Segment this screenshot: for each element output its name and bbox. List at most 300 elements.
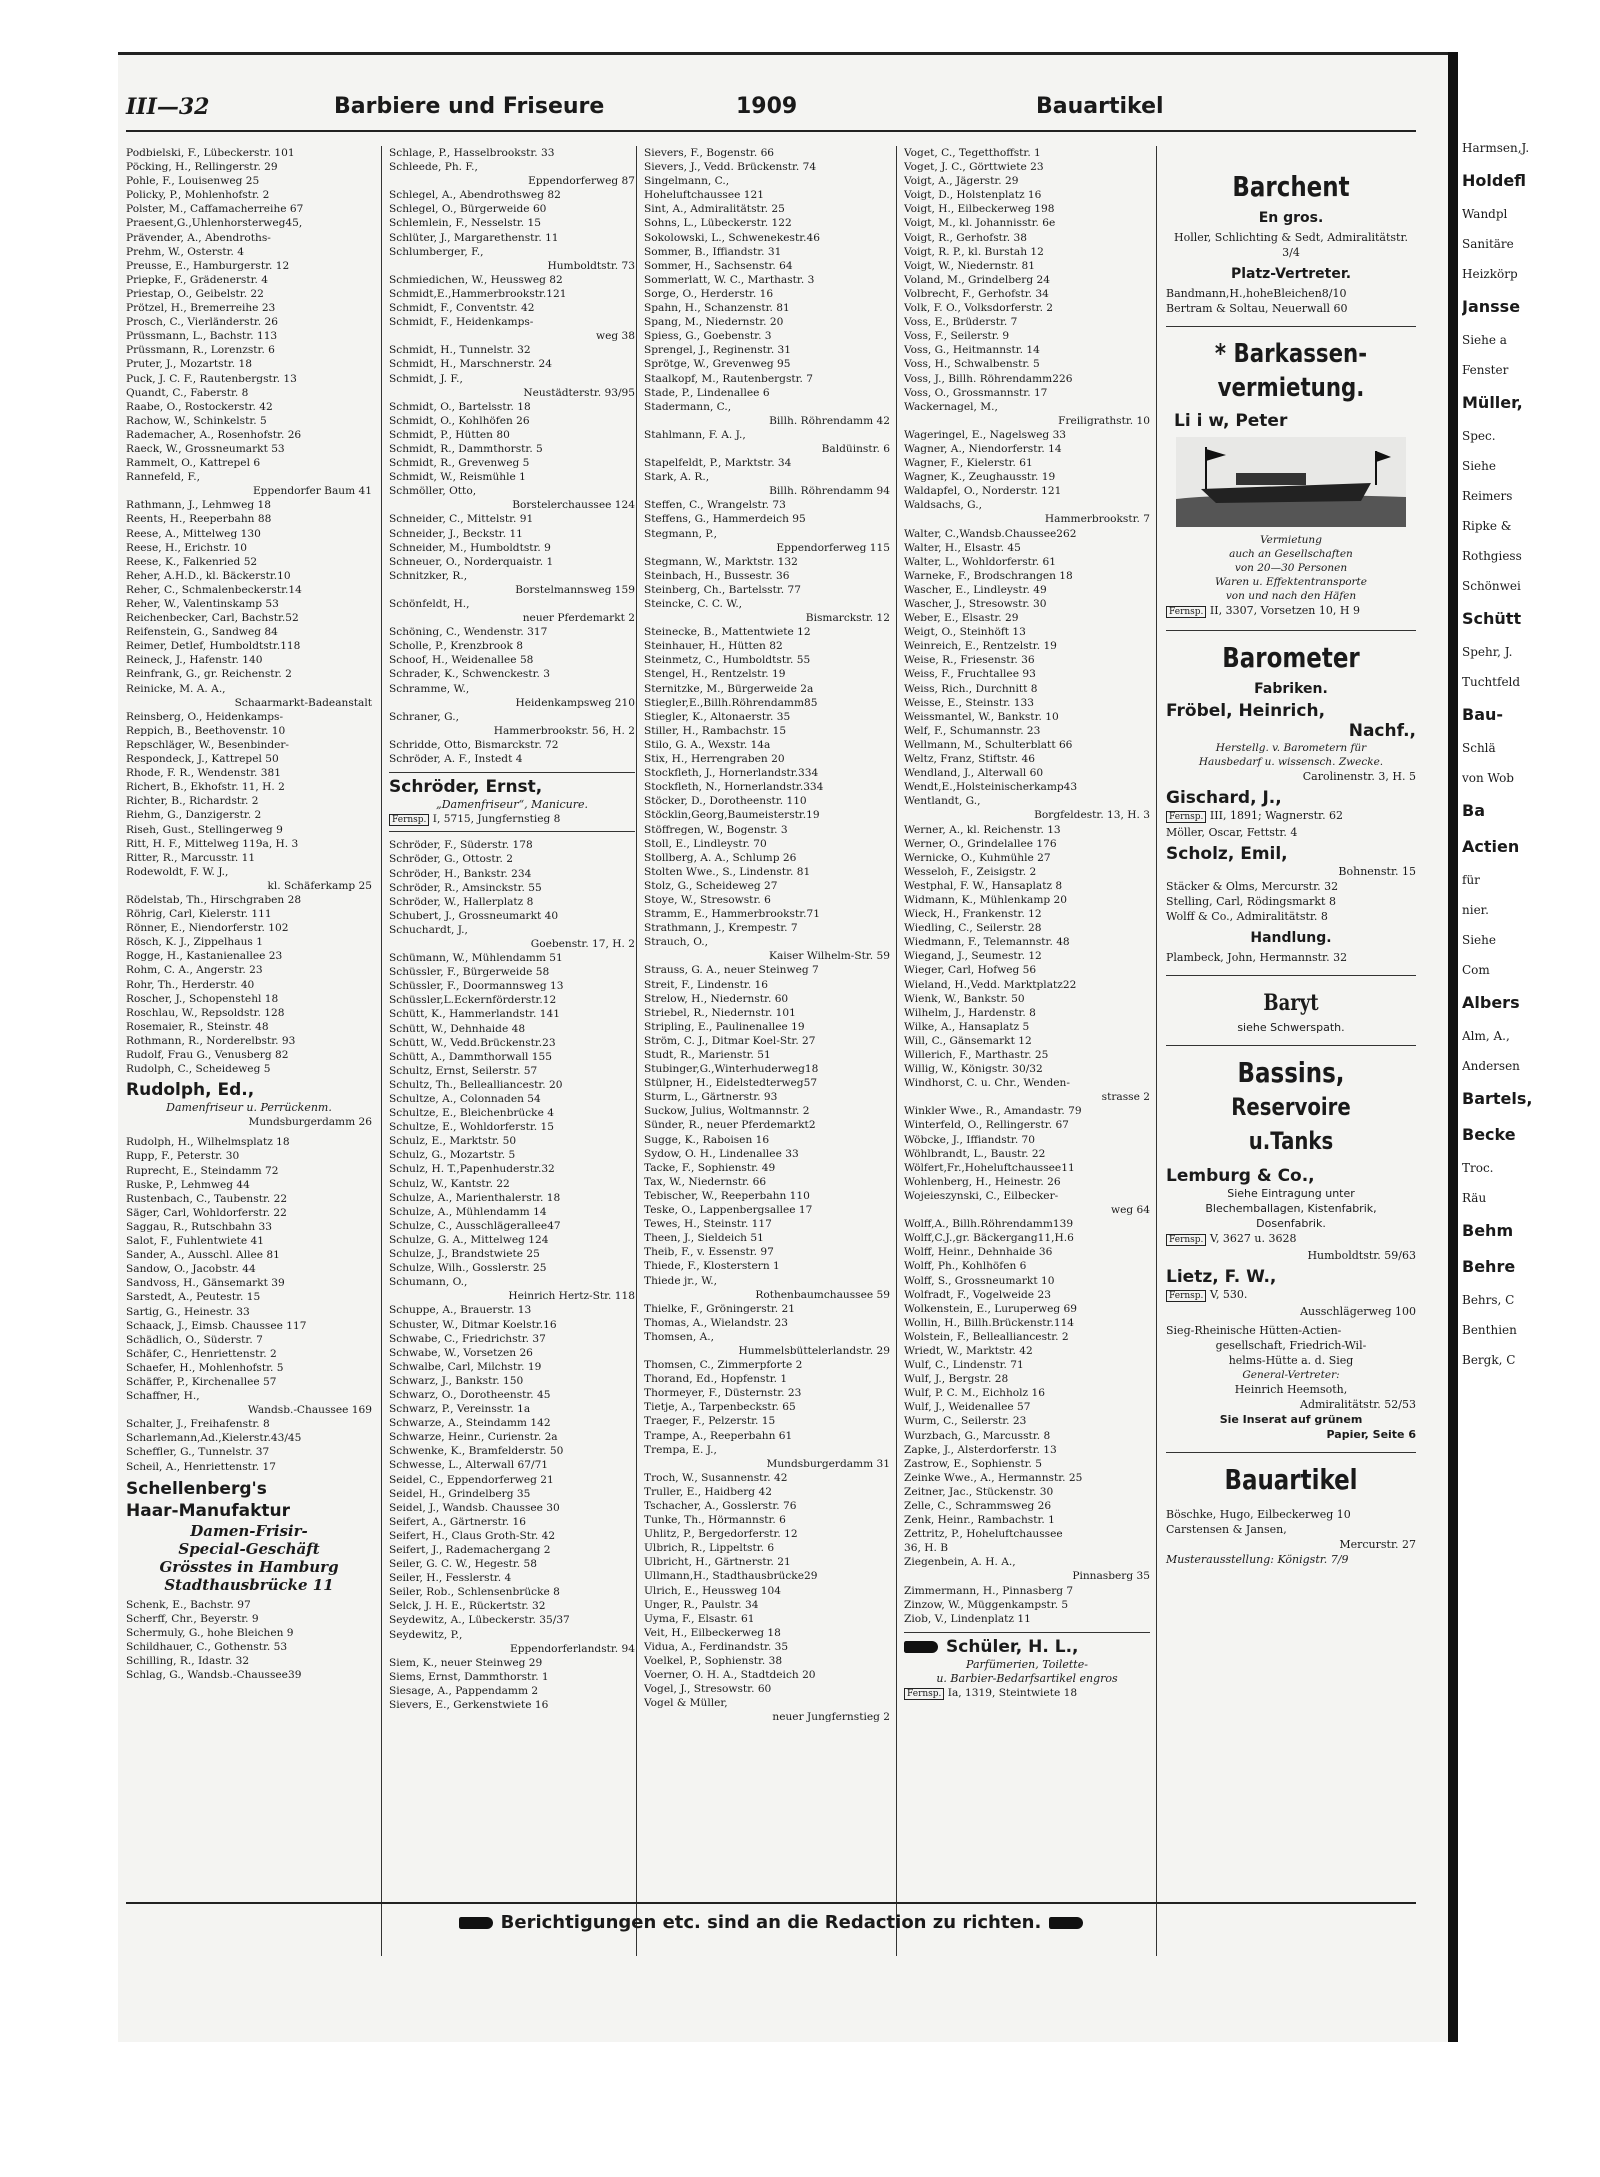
list-item: Schuppe, A., Brauerstr. 13 bbox=[389, 1304, 532, 1317]
list-item: Priestap, O., Geibelstr. 22 bbox=[126, 287, 264, 300]
list-item: Wageringel, E., Nagelsweg 33 bbox=[904, 428, 1067, 441]
list-item: Priepke, F., Grädenerstr. 4 bbox=[126, 273, 268, 286]
list-item: Tunke, Th., Hörmannstr. 6 bbox=[644, 1514, 786, 1527]
list-item: Voigt, H., Eilbeckerweg 198 bbox=[904, 203, 1055, 216]
list-item: Schlüter, J., Margarethenstr. 11 bbox=[389, 231, 559, 244]
list-item: Schüssler,L.Eckernförderstr.12 bbox=[389, 994, 557, 1007]
entries-block bbox=[126, 1135, 372, 1473]
list-item: Bartels, bbox=[1462, 1089, 1533, 1108]
column-divider bbox=[381, 146, 382, 1956]
list-item: Voss, O., Grossmannstr. 17 bbox=[904, 386, 1048, 399]
list-item: Will, C., Gänsemarkt 12 bbox=[904, 1034, 1032, 1047]
list-item: Schlage, P., Hasselbrookstr. 33 bbox=[389, 147, 555, 159]
list-item: Schmidt, J. F., bbox=[389, 372, 463, 385]
ad-barchent-line: Bertram & Soltau, Neuerwall 60 bbox=[1166, 302, 1348, 315]
list-item: Stöffregen, W., Bogenstr. 3 bbox=[644, 823, 788, 836]
list-item: Wandsb.-Chaussee 169 bbox=[247, 1404, 372, 1417]
list-item: Werner, A., kl. Reichenstr. 13 bbox=[904, 823, 1061, 836]
list-item: Thomas, A., Wielandstr. 23 bbox=[644, 1316, 789, 1329]
ad-bassins-line: General-Vertreter: bbox=[1242, 1369, 1340, 1381]
list-item: Schneider, J., Beckstr. 11 bbox=[389, 527, 523, 540]
list-item: Stade, P., Lindenallee 6 bbox=[644, 386, 770, 399]
list-item: Humboldtstr. 73 bbox=[547, 259, 635, 272]
list-item: Schmidt, O., Kohlhöfen 26 bbox=[389, 414, 530, 427]
list-item: Schraner, G., bbox=[389, 710, 459, 723]
footer-rule bbox=[126, 1902, 1416, 1904]
list-item: 36, H. B bbox=[904, 1542, 948, 1555]
list-item: Schwarz, O., Dorotheenstr. 45 bbox=[389, 1388, 551, 1401]
list-item: Schulz, G., Mozartstr. 5 bbox=[389, 1149, 516, 1162]
list-item: Voigt, D., Holstenplatz 16 bbox=[904, 189, 1042, 202]
ad-barkassen-head: vermietung. bbox=[1217, 373, 1365, 403]
list-item: Wagner, A., Niendorferstr. 14 bbox=[904, 442, 1062, 455]
list-item: Stegmann, W., Marktstr. 132 bbox=[644, 555, 798, 568]
list-item: Seidel, J., Wandsb. Chaussee 30 bbox=[389, 1501, 560, 1514]
ad-bassins-line: gesellschaft, Friedrich-Wil- bbox=[1215, 1339, 1367, 1352]
list-item: Wurzbach, G., Marcusstr. 8 bbox=[904, 1429, 1051, 1442]
list-item: Siem, K., neuer Steinweg 29 bbox=[389, 1656, 543, 1669]
list-item: Stark, A. R., bbox=[644, 471, 710, 484]
list-item: Reimer, Detlef, Humboldtstr.118 bbox=[126, 640, 301, 653]
list-item: Reifenstein, G., Sandweg 84 bbox=[126, 626, 278, 639]
list-item: Röhrig, Carl, Kielerstr. 111 bbox=[126, 908, 272, 921]
ad-barchent-text: Holler, Schlichting & Sedt, Admiralitätstr. 3/4 bbox=[1173, 231, 1408, 259]
list-item: Rohr, Th., Herderstr. 40 bbox=[126, 978, 255, 991]
list-item: Siesage, A., Pappendamm 2 bbox=[389, 1684, 539, 1697]
ad-bassins-line: Admiralitätstr. 52/53 bbox=[1300, 1398, 1416, 1411]
list-item: Winkler Wwe., R., Amandastr. 79 bbox=[904, 1105, 1082, 1118]
list-item: Schulze, G. A., Mittelweg 124 bbox=[389, 1233, 549, 1246]
list-item: Steinbach, H., Bussestr. 36 bbox=[644, 569, 790, 582]
ad-barkassen-line: von und nach den Häfen bbox=[1225, 590, 1357, 602]
list-item: Seifert, H., Claus Groth-Str. 42 bbox=[389, 1529, 556, 1542]
ad-barometer-name: Gischard, J., bbox=[1166, 788, 1282, 808]
list-item: Schuster, W., Ditmar Koelstr.16 bbox=[389, 1318, 557, 1331]
list-item: Schütt, W., Dehnhaide 48 bbox=[389, 1022, 526, 1035]
list-item: Schlegel, O., Bürgerweide 60 bbox=[389, 203, 547, 216]
list-item: Scheil, A., Henriettenstr. 17 bbox=[126, 1460, 277, 1473]
list-item: Studt, R., Marienstr. 51 bbox=[644, 1049, 771, 1061]
list-item: Wienk, W., Bankstr. 50 bbox=[904, 992, 1025, 1005]
fernsprecher-mark: Fernsp. bbox=[1166, 1234, 1206, 1246]
list-item: Schenk, E., Bachstr. 97 bbox=[126, 1598, 251, 1611]
list-item: Raeck, W., Grossneumarkt 53 bbox=[126, 442, 285, 455]
list-item: Wendt,E.,Holsteinischerkamp43 bbox=[904, 781, 1078, 794]
list-item: Eppendorferlandstr. 94 bbox=[510, 1642, 635, 1655]
list-item: Schröder, G., Ottostr. 2 bbox=[389, 853, 513, 866]
list-item: Stollberg, A. A., Schlump 26 bbox=[644, 851, 797, 864]
list-item: Schütt, K., Hammerlandstr. 141 bbox=[389, 1008, 560, 1021]
list-item: Schütt, A., Dammthorwall 155 bbox=[389, 1050, 553, 1063]
list-item: Wieland, H.,Vedd. Marktplatz22 bbox=[904, 978, 1077, 991]
list-item: Reinfrank, G., gr. Reichenstr. 2 bbox=[126, 668, 292, 681]
ad-bassins-line: V, 3627 u. 3628 bbox=[1209, 1232, 1297, 1245]
list-item: Windhorst, C. u. Chr., Wenden- bbox=[904, 1077, 1070, 1090]
list-item: Schmidt, H., Marschnerstr. 24 bbox=[389, 358, 552, 371]
list-item: Säger, Carl, Wohldorferstr. 22 bbox=[126, 1206, 287, 1219]
list-item: Rohm, C. A., Angerstr. 23 bbox=[126, 964, 263, 977]
list-item: Schulz, E., Marktstr. 50 bbox=[389, 1135, 517, 1148]
ad-schueler-line: u. Barbier-Bedarfsartikel engros bbox=[936, 1671, 1118, 1685]
ad-barchent-sub: En gros. bbox=[1258, 210, 1324, 226]
list-item: Kaiser Wilhelm-Str. 59 bbox=[769, 950, 890, 963]
ad-rudolph-line: Damenfriseur u. Perrückenm. bbox=[166, 1101, 332, 1115]
list-item: Troc. bbox=[1462, 1161, 1494, 1175]
list-item: Sandow, O., Jacobstr. 44 bbox=[126, 1263, 256, 1276]
list-item: Spahn, H., Schanzenstr. 81 bbox=[644, 302, 790, 315]
list-item: Stolten Wwe., S., Lindenstr. 81 bbox=[644, 865, 811, 878]
list-item: Wagner, K., Zeughausstr. 19 bbox=[904, 471, 1056, 484]
list-item: Voigt, R. P., kl. Burstah 12 bbox=[904, 245, 1044, 258]
list-item: Troch, W., Susannenstr. 42 bbox=[644, 1471, 788, 1484]
list-item: Riehm, G., Danzigerstr. 2 bbox=[126, 809, 262, 822]
list-item: Seidel, H., Grindelberg 35 bbox=[389, 1487, 531, 1500]
list-item: Zapke, J., Alsterdorferstr. 13 bbox=[904, 1443, 1057, 1456]
ad-bassins-line: helms-Hütte a. d. Sieg bbox=[1228, 1354, 1354, 1367]
entries-block bbox=[126, 1598, 372, 1683]
list-item: Sommer, H., Sachsenstr. 64 bbox=[644, 259, 793, 272]
ad-rudolph-name: Rudolph, Ed., bbox=[126, 1080, 255, 1101]
list-item: Hummelsbüttelerlandstr. 29 bbox=[738, 1344, 890, 1357]
ad-schueler-address: Ia, 1319, Steintwiete 18 bbox=[947, 1687, 1078, 1700]
list-item: Alm, A., bbox=[1462, 1029, 1510, 1043]
list-item: Pöcking, H., Rellingerstr. 29 bbox=[126, 161, 278, 174]
list-item: Spec. bbox=[1462, 429, 1496, 443]
list-item: Saggau, R., Rutschbahn 33 bbox=[126, 1220, 272, 1233]
list-item: Weltz, Franz, Stiftstr. 46 bbox=[904, 753, 1036, 766]
list-item: Werner, O., Grindelallee 176 bbox=[904, 837, 1057, 850]
list-item: Ulbrich, R., Lippeltstr. 6 bbox=[644, 1542, 775, 1555]
list-item: Policky, P., Mohlenhofstr. 2 bbox=[126, 189, 270, 202]
list-item: Ruske, P., Lehmweg 44 bbox=[126, 1178, 250, 1191]
list-item: Zeinke Wwe., A., Hermannstr. 25 bbox=[904, 1471, 1083, 1484]
steamboat-illustration bbox=[1176, 437, 1406, 527]
ad-barkassen-name: Li i w, Peter bbox=[1174, 411, 1288, 431]
list-item: Reinicke, M. A. A., bbox=[126, 682, 226, 695]
list-item: Schramme, W., bbox=[389, 682, 470, 695]
list-item: Heizkörp bbox=[1462, 267, 1518, 281]
list-item: Heinrich Hertz-Str. 118 bbox=[508, 1290, 635, 1303]
list-item: von Wob bbox=[1462, 771, 1514, 785]
list-item: Stoll, E., Lindleystr. 70 bbox=[644, 837, 767, 850]
list-item: Behrs, C bbox=[1462, 1293, 1515, 1307]
list-item: Schütt, W., Vedd.Brückenstr.23 bbox=[389, 1036, 556, 1049]
list-item: Strauss, G. A., neuer Steinweg 7 bbox=[644, 964, 819, 977]
ad-bassins-line: Heinrich Heemsoth, bbox=[1234, 1383, 1348, 1396]
list-item: Repschläger, W., Besenbinder- bbox=[126, 738, 290, 751]
list-item: Theen, J., Sieldeich 51 bbox=[644, 1232, 764, 1245]
list-item: Walter, C.,Wandsb.Chaussee262 bbox=[904, 527, 1077, 540]
list-item: Rachow, W., Schinkelstr. 5 bbox=[126, 414, 267, 427]
list-item: Rhode, F. R., Wendenstr. 381 bbox=[126, 767, 282, 780]
list-item: Willig, W., Königstr. 30/32 bbox=[904, 1063, 1043, 1076]
category-title: Bauartikel bbox=[1036, 94, 1164, 119]
list-item: Borstelerchaussee 124 bbox=[512, 499, 635, 512]
list-item: Voss, J., Billh. Röhrendamm226 bbox=[904, 372, 1073, 385]
list-item: Voss, H., Schwalbenstr. 5 bbox=[904, 358, 1040, 371]
directory-page bbox=[126, 90, 1426, 1970]
page-number: III—32 bbox=[126, 94, 210, 120]
ad-schroeder-line: „Damenfriseur“, Manicure. bbox=[436, 798, 588, 812]
list-item: Puck, J. C. F., Rautenbergstr. 13 bbox=[126, 372, 297, 385]
list-item: Tuchtfeld bbox=[1462, 675, 1521, 689]
list-item: Schwarze, Heinr., Curienstr. 2a bbox=[389, 1431, 558, 1444]
list-item: Wolstein, F., Bellealliancestr. 2 bbox=[904, 1330, 1069, 1343]
list-item: Tewes, H., Steinstr. 117 bbox=[644, 1218, 772, 1231]
list-item: Stix, H., Herrengraben 20 bbox=[644, 753, 785, 766]
list-item: Schwenke, K., Bramfelderstr. 50 bbox=[389, 1445, 564, 1458]
list-item: Sprengel, J., Reginenstr. 31 bbox=[644, 344, 792, 357]
list-item: Podbielski, F., Lübeckerstr. 101 bbox=[126, 147, 295, 159]
ad-barkassen-head: * Barkassen- bbox=[1214, 339, 1368, 369]
list-item: Schröder, H., Bankstr. 234 bbox=[389, 867, 532, 880]
list-item: Tebischer, W., Reeperbahn 110 bbox=[644, 1189, 810, 1202]
list-item: Respondeck, J., Kattrepel 50 bbox=[126, 753, 279, 766]
ad-bassins-head: Reservoire u.Tanks bbox=[1231, 1093, 1351, 1155]
list-item: Sievers, E., Gerkenstwiete 16 bbox=[389, 1699, 549, 1712]
list-item: Rustenbach, C., Taubenstr. 22 bbox=[126, 1192, 288, 1205]
list-item: Stockfleth, J., Hornerlandstr.334 bbox=[644, 767, 819, 780]
ad-schroeder-name: Schröder, Ernst, bbox=[389, 777, 543, 798]
list-item: Wriedt, W., Marktstr. 42 bbox=[904, 1344, 1033, 1357]
list-item: Streit, F., Lindenstr. 16 bbox=[644, 978, 768, 991]
ad-bassins-head: Bassins, bbox=[1237, 1056, 1345, 1089]
ad-barometer-name: Fröbel, Heinrich, bbox=[1166, 701, 1326, 721]
list-item: Stoye, W., Stresowstr. 6 bbox=[644, 893, 771, 906]
list-item: Schubert, J., Grossneumarkt 40 bbox=[389, 909, 559, 922]
list-item: Schüssler, F., Bürgerweide 58 bbox=[389, 966, 550, 979]
list-item: Truller, E., Haidberg 42 bbox=[644, 1485, 772, 1498]
list-item: Schulz, H. T.,Papenhuderstr.32 bbox=[389, 1163, 555, 1176]
list-item: Wolff, Ph., Kohlhöfen 6 bbox=[904, 1260, 1027, 1273]
column-divider bbox=[896, 146, 897, 1956]
ad-barometer-head: Barometer bbox=[1222, 641, 1360, 674]
ad-barkassen-line: von 20—30 Personen bbox=[1234, 562, 1348, 574]
list-item: Schoof, H., Weidenallee 58 bbox=[389, 654, 534, 667]
list-item: Winterfeld, O., Rellingerstr. 67 bbox=[904, 1119, 1069, 1132]
list-item: Voget, C., Tegetthoffstr. 1 bbox=[904, 147, 1041, 159]
list-item: Waldapfel, O., Norderstr. 121 bbox=[904, 485, 1062, 498]
list-item: Sprötge, W., Grevenweg 95 bbox=[644, 358, 791, 371]
list-item: Schildhauer, C., Gothenstr. 53 bbox=[126, 1640, 288, 1653]
list-item: Stöcker, D., Dorotheenstr. 110 bbox=[644, 795, 807, 808]
list-item: Unger, R., Paulstr. 34 bbox=[644, 1598, 759, 1611]
list-item: Holdefl bbox=[1462, 171, 1527, 190]
list-item: Teske, O., Lappenbergsallee 17 bbox=[644, 1204, 813, 1217]
list-item: Schultze, A., Colonnaden 54 bbox=[389, 1093, 541, 1105]
list-item: Richter, B., Richardstr. 2 bbox=[126, 795, 259, 808]
list-item: Rodewoldt, F. W. J., bbox=[126, 865, 229, 878]
list-item: Reppich, B., Beethovenstr. 10 bbox=[126, 724, 286, 737]
list-item: Seifert, A., Gärtnerstr. 16 bbox=[389, 1515, 526, 1528]
list-item: Schultze, E., Wohldorferstr. 15 bbox=[389, 1121, 554, 1134]
list-item: Zinzow, W., Müggenkampstr. 5 bbox=[904, 1598, 1069, 1611]
list-item: Voget, J. C., Görttwiete 23 bbox=[904, 161, 1044, 174]
ad-barometer-name: Scholz, Emil, bbox=[1166, 844, 1288, 864]
list-item: Veit, H., Eilbeckerweg 18 bbox=[644, 1626, 781, 1639]
list-item: Actien bbox=[1462, 837, 1520, 856]
list-item: Quandt, C., Faberstr. 8 bbox=[126, 386, 249, 399]
ad-barometer-line: Bohnenstr. 15 bbox=[1338, 865, 1416, 878]
list-item: Seiler, G. C. W., Hegestr. 58 bbox=[389, 1558, 537, 1571]
page-header bbox=[126, 90, 1416, 130]
ad-bassins-line: Dosenfabrik. bbox=[1256, 1217, 1326, 1230]
list-item: Scharlemann,Ad.,Kielerstr.43/45 bbox=[126, 1432, 302, 1445]
entries-block bbox=[644, 146, 890, 1725]
list-item: Schulze, Wilh., Gosslerstr. 25 bbox=[389, 1262, 547, 1275]
list-item: Schmidt, R., Grevenweg 5 bbox=[389, 457, 530, 470]
list-item: Sommerlatt, W. C., Marthastr. 3 bbox=[644, 273, 815, 286]
list-item: Sorge, O., Herderstr. 16 bbox=[644, 287, 774, 300]
list-item: Schnitzker, R., bbox=[389, 569, 468, 582]
list-item: Hammerbrookstr. 7 bbox=[1044, 513, 1150, 526]
list-item: Schridde, Otto, Bismarckstr. 72 bbox=[389, 738, 559, 751]
list-item: Schäffer, P., Kirchenallee 57 bbox=[126, 1375, 277, 1388]
list-item: Trampe, A., Reeperbahn 61 bbox=[644, 1429, 793, 1442]
ad-bassins-line: Blechemballagen, Kistenfabrik, bbox=[1205, 1202, 1377, 1215]
list-item: Wackernagel, M., bbox=[904, 400, 998, 413]
list-item: Seifert, J., Rademachergang 2 bbox=[389, 1544, 551, 1556]
list-item: Voss, E., Brüderstr. 7 bbox=[904, 316, 1018, 329]
list-item: Stengel, H., Rentzelstr. 19 bbox=[644, 668, 786, 681]
list-item: Vidua, A., Ferdinandstr. 35 bbox=[644, 1640, 789, 1653]
list-item: Schmidt, F., Heidenkamps- bbox=[389, 316, 534, 329]
list-item: Schwalbe, Carl, Milchstr. 19 bbox=[389, 1360, 542, 1373]
list-item: Stockfleth, N., Hornerlandstr.334 bbox=[644, 781, 824, 794]
list-item: Prävender, A., Abendroths- bbox=[126, 231, 271, 244]
list-item: Schulze, J., Brandstwiete 25 bbox=[389, 1248, 540, 1261]
list-item: Rönner, E., Niendorferstr. 102 bbox=[126, 922, 289, 935]
ad-barometer-line: Plambeck, John, Hermannstr. 32 bbox=[1166, 951, 1348, 964]
list-item: Voland, M., Grindelberg 24 bbox=[904, 273, 1050, 286]
list-item: Schmidt, F., Conventstr. 42 bbox=[389, 302, 535, 315]
list-item: Traeger, F., Pelzerstr. 15 bbox=[644, 1415, 776, 1428]
list-item: Sint, A., Admiralitätstr. 25 bbox=[644, 203, 785, 216]
list-item: Thielke, F., Gröningerstr. 21 bbox=[644, 1302, 796, 1315]
list-item: Behm bbox=[1462, 1221, 1514, 1240]
list-item: Prehm, W., Osterstr. 4 bbox=[126, 245, 244, 258]
list-item: Wieck, H., Frankenstr. 12 bbox=[904, 908, 1042, 921]
list-item: Thomsen, C., Zimmerpforte 2 bbox=[644, 1359, 803, 1372]
list-item: Wolff, S., Grossneumarkt 10 bbox=[904, 1274, 1055, 1287]
list-item: Wiegand, J., Seumestr. 12 bbox=[904, 950, 1042, 963]
list-item: Schlä bbox=[1462, 741, 1496, 755]
list-item: Spiess, G., Goebenstr. 3 bbox=[644, 330, 772, 343]
list-item: Heidenkampsweg 210 bbox=[515, 696, 635, 709]
footer-notice bbox=[126, 1912, 1416, 1933]
ad-barkassen-tel: II, 3307, Vorsetzen 10, H 9 bbox=[1209, 604, 1360, 617]
list-item: Rupp, F., Peterstr. 30 bbox=[126, 1150, 240, 1163]
list-item: Schlag, G., Wandsb.-Chaussee39 bbox=[126, 1669, 302, 1682]
list-item: Eppendorferweg 115 bbox=[776, 541, 890, 554]
list-item: Reher, W., Valentinskamp 53 bbox=[126, 598, 279, 610]
list-item: Spehr, J. bbox=[1462, 645, 1513, 659]
list-item: Sarstedt, A., Peutestr. 15 bbox=[126, 1291, 261, 1304]
list-item: Sydow, O. H., Lindenallee 33 bbox=[644, 1147, 799, 1160]
list-item: Steinmetz, C., Humboldtstr. 55 bbox=[644, 654, 811, 667]
list-item: Stiegler,E.,Billh.Röhrendamm85 bbox=[644, 696, 818, 709]
list-item: neuer Jungfernstieg 2 bbox=[772, 1711, 890, 1724]
list-item: Wiedmann, F., Telemannstr. 48 bbox=[904, 936, 1070, 949]
list-item: Sievers, J., Vedd. Brückenstr. 74 bbox=[644, 161, 817, 174]
ad-barometer-line: Stäcker & Olms, Mercurstr. 32 bbox=[1166, 880, 1339, 893]
list-item: Schulze, A., Marienthalerstr. 18 bbox=[389, 1191, 561, 1204]
list-item: Suckow, Julius, Woltmannstr. 2 bbox=[644, 1105, 810, 1118]
entries-block bbox=[126, 146, 372, 1076]
list-item: Rothenbaumchaussee 59 bbox=[755, 1288, 890, 1301]
list-item: Weigt, O., Steinhöft 13 bbox=[904, 626, 1026, 639]
list-item: Wascher, E., Lindleystr. 49 bbox=[904, 583, 1047, 596]
list-item: Wascher, J., Stresowstr. 30 bbox=[904, 598, 1047, 610]
ad-bauartikel-head: Bauartikel bbox=[1224, 1463, 1358, 1496]
list-item: Steinhauer, H., Hütten 82 bbox=[644, 640, 783, 653]
list-item: Sünder, R., neuer Pferdemarkt2 bbox=[644, 1119, 816, 1132]
section-title: Barbiere und Friseure bbox=[334, 94, 605, 119]
list-item: Rothgiess bbox=[1462, 549, 1522, 563]
list-item: Wolff,A., Billh.Röhrendamm139 bbox=[904, 1218, 1074, 1231]
list-item: Tacke, F., Sophienstr. 49 bbox=[644, 1161, 776, 1174]
ad-schellenberg-line: Special-Geschäft bbox=[178, 1539, 320, 1558]
list-item: neuer Pferdemarkt 2 bbox=[522, 612, 635, 625]
list-item: Zenk, Heinr., Rambachstr. 1 bbox=[904, 1514, 1055, 1527]
list-item: Wagner, F., Kielerstr. 61 bbox=[904, 457, 1033, 470]
list-item: Schultz, Th., Bellealliancestr. 20 bbox=[389, 1078, 563, 1091]
list-item: Andersen bbox=[1462, 1059, 1520, 1073]
ad-barchent-sub2: Platz-Vertreter. bbox=[1230, 266, 1352, 282]
list-item: Rösch, K. J., Zippelhaus 1 bbox=[126, 936, 263, 949]
list-item: Steinecke, B., Mattentwiete 12 bbox=[644, 626, 811, 639]
column-divider bbox=[1156, 146, 1157, 1956]
ad-schellenberg-name: Schellenberg's bbox=[126, 1478, 267, 1499]
ad-bassins-name: Lietz, F. W., bbox=[1166, 1267, 1277, 1287]
list-item: Weiss, Rich., Durchnitt 8 bbox=[904, 682, 1038, 695]
list-item: Widmann, K., Mühlenkamp 20 bbox=[904, 893, 1068, 906]
list-item: Warneke, F., Brodschrangen 18 bbox=[904, 569, 1073, 582]
list-item: Seydewitz, A., Lübeckerstr. 35/37 bbox=[389, 1614, 570, 1627]
list-item: Goebenstr. 17, H. 2 bbox=[530, 937, 635, 950]
ad-barometer-line: Möller, Oscar, Fettstr. 4 bbox=[1166, 826, 1298, 839]
list-item: Bau- bbox=[1462, 705, 1504, 724]
list-item: Richert, B., Ekhofstr. 11, H. 2 bbox=[126, 781, 285, 794]
ad-schellenberg-line: Grösstes in Hamburg bbox=[159, 1557, 339, 1576]
list-item: Billh. Röhrendamm 94 bbox=[769, 485, 890, 498]
list-item: Stiegler, K., Altonaerstr. 35 bbox=[644, 710, 791, 723]
list-item: Stahlmann, F. A. J., bbox=[644, 428, 746, 441]
list-item: Schönwei bbox=[1462, 579, 1521, 593]
list-item: Wolff, Heinr., Dehnhaide 36 bbox=[904, 1246, 1053, 1259]
list-item: Schmöller, Otto, bbox=[389, 485, 477, 498]
list-item: Com bbox=[1462, 963, 1490, 977]
column-divider bbox=[636, 146, 637, 1956]
list-item: Reents, H., Reeperbahn 88 bbox=[126, 513, 272, 526]
list-item: Wölfert,Fr.,Hoheluftchaussee11 bbox=[904, 1161, 1075, 1174]
ad-barometer-line: III, 1891; Wagnerstr. 62 bbox=[1209, 809, 1344, 822]
list-item: für bbox=[1462, 873, 1480, 887]
list-item: Schaefer, H., Mohlenhofstr. 5 bbox=[126, 1361, 284, 1374]
list-item: Thiede jr., W., bbox=[644, 1274, 718, 1287]
list-item: Reese, K., Falkenried 52 bbox=[126, 555, 258, 568]
ad-barkassen-line: auch an Gesellschaften bbox=[1229, 548, 1353, 560]
ad-barometer-line: Wolff & Co., Admiralitätstr. 8 bbox=[1166, 910, 1328, 923]
list-item: Schalter, J., Freihafenstr. 8 bbox=[126, 1418, 270, 1431]
list-item: Steffens, G., Hammerdeich 95 bbox=[644, 513, 806, 526]
list-item: kl. Schäferkamp 25 bbox=[267, 879, 372, 892]
ad-barometer-line: Carolinenstr. 3, H. 5 bbox=[1302, 770, 1416, 783]
list-item: Rosemaier, R., Steinstr. 48 bbox=[126, 1020, 269, 1033]
list-item: Zastrow, E., Sophienstr. 5 bbox=[904, 1457, 1042, 1470]
list-item: Schultze, E., Bleichenbrücke 4 bbox=[389, 1107, 554, 1120]
column-4 bbox=[904, 146, 1150, 1701]
